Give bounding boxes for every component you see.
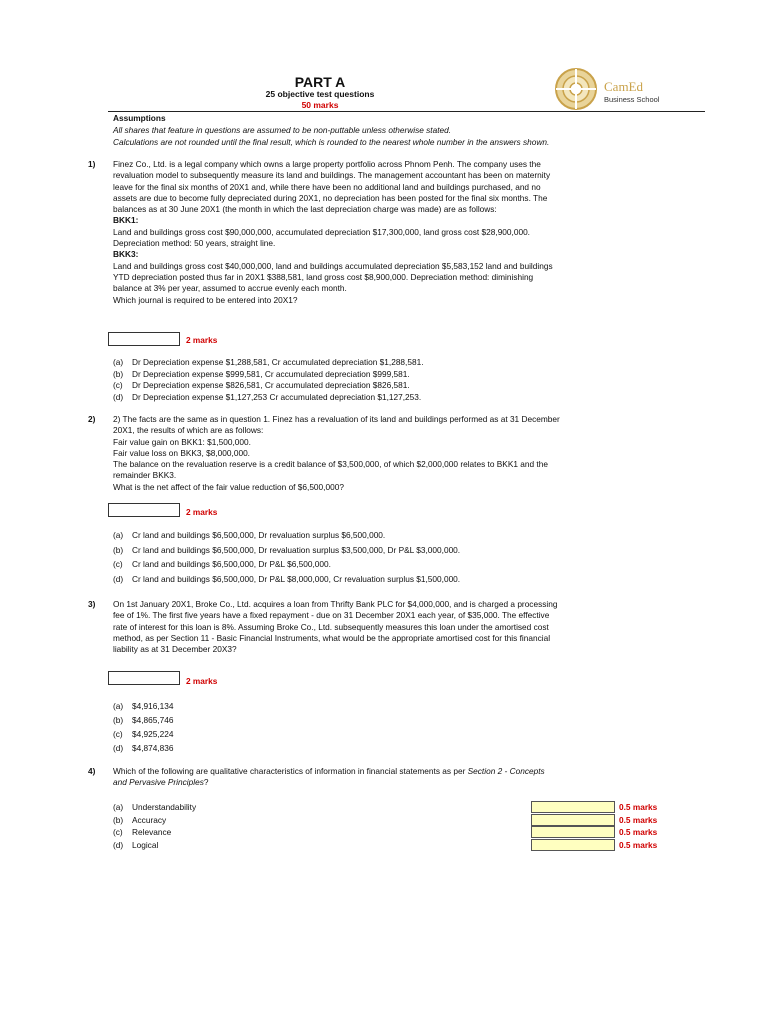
question-text-line: 20X1, the results of which are as follows: — [113, 425, 264, 436]
option-a: (a) Dr Depreciation expense $1,288,581, Cr accumulated depreciation $1,288,581. — [113, 357, 424, 367]
question-text-line: assets are due to become fully depreciated during 20X1, no depreciation has been posted for the final six months. The — [113, 192, 548, 203]
question-text-line: The balance on the revaluation reserve is a credit balance of $3,500,000, of which $2,000,000 relates to BKK1 and the — [113, 459, 548, 470]
page-subtitle: 25 objective test questions — [265, 89, 375, 99]
option-c: (c) Dr Depreciation expense $826,581, Cr accumulated depreciation $826,581. — [113, 380, 410, 390]
question-number: 2) — [88, 414, 96, 424]
option-a: (a) Cr land and buildings $6,500,000, Dr revaluation surplus $6,500,000. — [113, 530, 386, 540]
option-a: (a) $4,916,134 — [113, 701, 174, 711]
option-a: (a) Understandability — [113, 802, 197, 812]
question-text-italic: Section 2 - Concepts — [467, 766, 545, 776]
option-c: (c) Cr land and buildings $6,500,000, Dr P&L $6,500,000. — [113, 559, 331, 569]
answer-cell-q4c[interactable] — [531, 826, 615, 838]
logo-subtitle: Business School — [604, 95, 660, 104]
question-3-body — [113, 599, 557, 655]
question-text-line: remainder BKK3. — [113, 470, 177, 481]
question-2-body — [113, 414, 560, 493]
option-c: (c) Relevance — [113, 827, 172, 837]
question-text-line: rate of interest for this loan is 8%. Assuming Broke Co., Ltd. subsequently measures this loan under the amortised cost — [113, 621, 549, 632]
option-d: (d) Dr Depreciation expense $1,127,253 Cr accumulated depreciation $1,127,253. — [113, 392, 422, 402]
total-marks: 50 marks — [301, 100, 339, 110]
marks-label: 0.5 marks — [619, 840, 658, 850]
question-text-line: method, as per Section 11 - Basic Financial Instruments, what would be the appropriate amortised cost for this financial — [113, 632, 551, 643]
option-d: (d) Logical — [113, 840, 159, 850]
option-b: (b) Dr Depreciation expense $999,581, Cr accumulated depreciation $999,581. — [113, 369, 410, 379]
question-text-line: balance at 3% per year, assumed to accrue evenly each month. — [113, 283, 347, 294]
question-number: 4) — [88, 766, 96, 776]
question-number: 1) — [88, 159, 96, 169]
page-title: PART A — [294, 74, 346, 90]
answer-box-q2[interactable] — [108, 503, 180, 517]
question-text: ? — [203, 777, 209, 788]
question-text-line: balances as at 30 June 20X1 (the month in which the last depreciation charge was made) are as follows: — [113, 204, 497, 215]
question-text-line: liability as at 31 December 20X3? — [113, 644, 237, 655]
option-d: (d) $4,874,836 — [113, 743, 174, 753]
assumptions-heading: Assumptions — [113, 113, 166, 123]
question-text-line: Land and buildings gross cost $40,000,000, land and buildings accumulated depreciation $5,583,152 land and buildings — [113, 260, 553, 271]
assumption-line: All shares that feature in questions are assumed to be non-puttable unless otherwise stated. — [113, 125, 452, 135]
answer-box-q3[interactable] — [108, 671, 180, 685]
question-text-line: Which journal is required to be entered into 20X1? — [113, 294, 298, 305]
question-4-body — [113, 766, 545, 789]
question-subheading: BKK1: — [113, 215, 139, 226]
question-text-line: On 1st January 20X1, Broke Co., Ltd. acquires a loan from Thrifty Bank PLC for $4,000,000, and is charged a processing — [113, 599, 558, 609]
question-text-line: Land and buildings gross cost $90,000,000, accumulated depreciation $17,300,000, land gross cost $28,900,000. — [113, 226, 530, 237]
option-d: (d) Cr land and buildings $6,500,000, Dr P&L $8,000,000, Cr revaluation surplus $1,500,000. — [113, 574, 461, 584]
question-subheading: BKK3: — [113, 249, 139, 260]
question-text-line: Fair value loss on BKK3, $8,000,000. — [113, 447, 250, 458]
question-text-line: Depreciation method: 50 years, straight line. — [113, 238, 276, 249]
marks-label: 0.5 marks — [619, 815, 658, 825]
marks-label: 0.5 marks — [619, 802, 658, 812]
question-text-line: Finez Co., Ltd. is a legal company which owns a large property portfolio across Phnom Penh. The company uses the — [113, 159, 541, 169]
question-text-italic: and Pervasive Principles — [113, 777, 204, 788]
question-text: Which of the following are qualitative characteristics of information in financial statements as per — [113, 766, 468, 776]
option-b: (b) $4,865,746 — [113, 715, 174, 725]
question-text-line: 2) The facts are the same as in question 1. Finez has a revaluation of its land and buildings performed as at 31 December — [113, 414, 560, 424]
question-text-line: fee of 1%. The first five years have a fixed repayment - due on 31 December 20X1 each year, of $35,000. The effective — [113, 610, 550, 621]
question-text-line: leave for the final six months of 20X1 and, while there have been no additional land and buildings purchased, and no — [113, 181, 541, 192]
question-text-line: Fair value gain on BKK1: $1,500,000. — [113, 436, 251, 447]
marks-label: 2 marks — [186, 507, 218, 517]
question-number: 3) — [88, 599, 96, 609]
marks-label: 2 marks — [186, 335, 218, 345]
marks-label: 0.5 marks — [619, 827, 658, 837]
header-divider — [108, 111, 705, 112]
marks-label: 2 marks — [186, 676, 218, 686]
answer-box-q1[interactable] — [108, 332, 180, 346]
question-text-line: YTD depreciation posted thus far in 20X1 $388,581, land gross cost $8,900,000. Depreciation method: diminishing — [113, 271, 534, 282]
option-b: (b) Accuracy — [113, 815, 167, 825]
option-c: (c) $4,925,224 — [113, 729, 174, 739]
answer-cell-q4a[interactable] — [531, 801, 615, 813]
option-b: (b) Cr land and buildings $6,500,000, Dr revaluation surplus $3,500,000, Dr P&L $3,000,000. — [113, 545, 461, 555]
logo-name: CamEd — [604, 79, 643, 94]
answer-cell-q4b[interactable] — [531, 814, 615, 826]
question-text-line: revaluation model to subsequently measure its land and buildings. The management accountant has been on maternity — [113, 170, 551, 181]
assumption-line: Calculations are not rounded until the final result, which is rounded to the nearest whole number in the answers shown. — [113, 137, 550, 147]
question-text-line: What is the net affect of the fair value reduction of $6,500,000? — [113, 481, 344, 492]
answer-cell-q4d[interactable] — [531, 839, 615, 851]
question-1-body — [113, 159, 553, 306]
